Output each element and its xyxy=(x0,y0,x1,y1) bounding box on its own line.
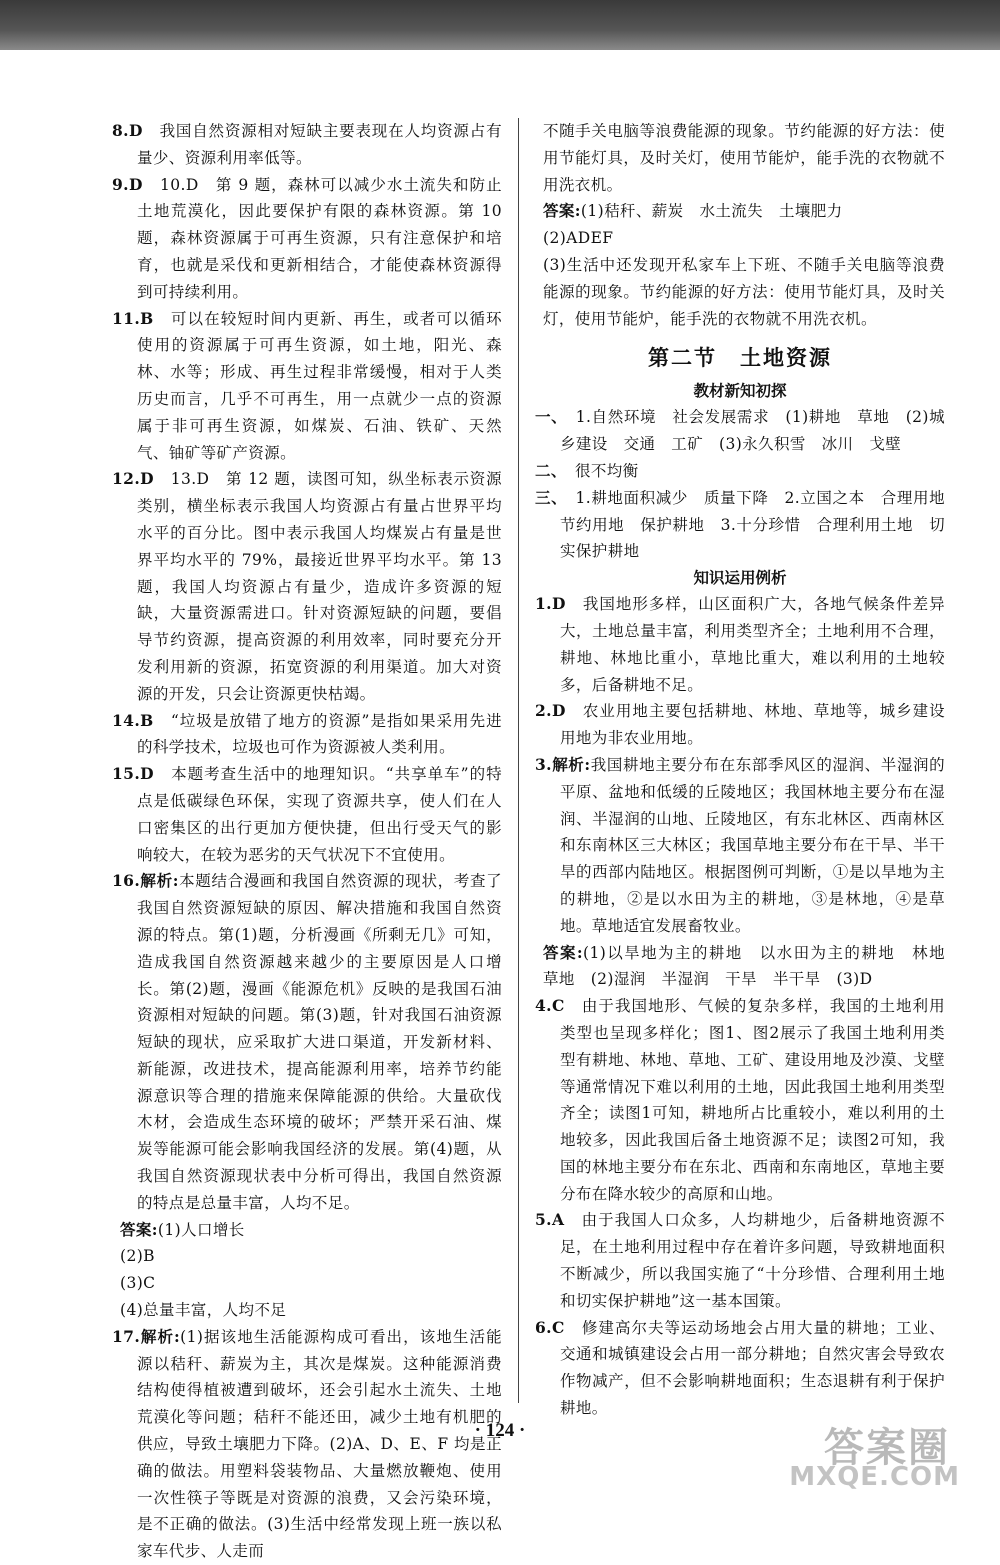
list-item xyxy=(535,252,945,332)
item-number: 3. xyxy=(535,754,552,774)
item-number: 12.D xyxy=(112,469,171,489)
list-item xyxy=(112,118,502,172)
list-item xyxy=(535,1315,945,1422)
watermark-url: MXQE.COM xyxy=(789,1462,960,1492)
section-title: 第二节 土地资源 xyxy=(648,346,832,371)
item-text: 我国耕地主要分布在东部季风区的湿润、半湿润的平原、盆地和低缓的丘陵地区；我国林地主要分布在湿润、半湿润的山地、丘陵地区，有东北林区、西南林区和东南林区三大林区；我国草地主要分布在干旱、半干旱的西部内陆地区。根据图例可判断，①是以旱地为主的耕地，②是以水田为主的耕地，③是林地，④是草地。草地适宜发展畜牧业。 xyxy=(560,755,945,935)
list-item xyxy=(535,118,945,198)
answer-label: 答案: xyxy=(543,942,584,962)
list-item xyxy=(112,1217,502,1244)
list-item xyxy=(112,1270,502,1297)
knowledge-list xyxy=(535,404,961,565)
item-number: 17. xyxy=(112,1326,141,1346)
list-item xyxy=(535,404,945,458)
item-text: (3)生活中还发现开私家车上下班、不随手关电脑等浪费能源的现象。节约能源的好方法：使用节能灯具，及时关灯，使用节能炉，能手洗的衣物就不用洗衣机。 xyxy=(543,255,945,328)
item-text: “垃圾是放错了地方的资源”是指如果采用先进的科学技术，垃圾也可作为资源被人类利用。 xyxy=(137,711,502,757)
item-number: 11.B xyxy=(112,308,171,328)
subtitle-textbook: 教材新知初探 xyxy=(693,382,787,401)
item-text: 很不均衡 xyxy=(574,461,639,480)
list-item xyxy=(535,485,961,565)
answer-label: 答案: xyxy=(120,1219,158,1239)
item-text: (1)据该地生活能源构成可看出，该地生活能源以秸秆、薪炭为主，其次是煤炭。这种能源消费结构使得植被遭到破坏，还会引起水土流失、土地荒漠化等问题；秸秆不能还田，减少土地有机肥的供应，导致土壤肥力下降。(2)A、D、E、F 均是正确的做法。用塑料袋装物品、大量燃放鞭炮、使用一次性筷子等既是对资源的浪费，又会污染环境，是不正确的做法。(3)生活中经常发现上班一族以私家车代步、人走而 xyxy=(137,1327,502,1561)
item-text: 1.自然环境 社会发展需求 (1)耕地 草地 (2)城乡建设 交通 工矿 (3)永久积雪 冰川 戈壁 xyxy=(560,408,945,454)
item-number: 二、 xyxy=(535,460,575,480)
list-item xyxy=(535,698,945,752)
item-text: (1)以旱地为主的耕地 以水田为主的耕地 林地 草地 (2)湿润 半湿润 干旱 半干旱 (3)D xyxy=(543,943,961,989)
watermark-logo-text: 答案圈 xyxy=(824,1425,950,1471)
answer-label: 解析: xyxy=(140,871,179,891)
examples-list xyxy=(535,591,961,1422)
item-text: 我国地形多样，山区面积广大，各地气候条件差异大，土地总量丰富，利用类型齐全；土地利用不合理，耕地、林地比重小，草地比重大，难以利用的土地较多，后备耕地不足。 xyxy=(560,595,945,694)
item-text: 可以在较短时间内更新、再生，或者可以循环使用的资源属于可再生资源，如土地，阳光、森林、水等；形成、再生过程非常缓慢，相对于人类历史而言，几乎不可再生，用一点就少一点的资源属于非可再生资源，如煤炭、石油、铁矿、天然气、铀矿等矿产资源。 xyxy=(137,309,502,462)
answer-label: 答案: xyxy=(543,201,581,221)
list-item xyxy=(112,1324,502,1565)
item-number: 8.D xyxy=(112,121,160,140)
item-number: 15.D xyxy=(112,764,172,784)
item-text: 10.D 第 9 题，森林可以减少水土流失和防止土地荒漠化，因此要保护有限的森林资源。第 10 题，森林资源属于可再生资源，只有注意保护和培育，也就是采伐和更新相结合，才能使森林资源得到可持续利用。 xyxy=(137,175,508,301)
item-text: 1.耕地面积减少 质量下降 2.立国之本 合理用地 节约用地 保护耕地 3.十分珍惜 合理利用土地 切实保护耕地 xyxy=(560,488,961,561)
item-text: (2)ADEF xyxy=(543,229,614,248)
item-number: 一、 xyxy=(535,407,576,427)
item-number: 4.C xyxy=(535,996,582,1016)
list-item xyxy=(535,940,961,994)
item-text: (1)人口增长 xyxy=(157,1220,245,1239)
list-item xyxy=(112,708,502,762)
item-number: 1.D xyxy=(535,594,583,614)
list-item xyxy=(112,466,508,707)
answer-label: 解析: xyxy=(140,1326,181,1346)
item-text: 本题考查生活中的地理知识。“共享单车”的特点是低碳绿色环保，实现了资源共享，使人们在人口密集区的出行更加方便快捷，但出行受天气的影响较大，在较为恶劣的天气状况下不宜使用。 xyxy=(137,765,502,864)
item-text: (4)总量丰富，人均不足 xyxy=(120,1301,287,1320)
answer-label: 解析: xyxy=(551,754,591,774)
list-item xyxy=(535,591,945,698)
list-item xyxy=(112,1243,502,1270)
item-text: 农业用地主要包括耕地、林地、草地等，城乡建设用地为非农业用地。 xyxy=(560,702,945,748)
item-number: 16. xyxy=(112,871,141,891)
list-item xyxy=(535,458,945,485)
item-text: 本题结合漫画和我国自然资源的现状，考查了我国自然资源短缺的原因、解决措施和我国自然资源的特点。第(1)题，分析漫画《所剩无几》可知，造成我国自然资源越来越少的主要原因是人口增长。第(2)题，漫画《能源危机》反映的是我国石油资源相对短缺的问题。第(3)题，针对我国石油资源短缺的现状，应采取扩大进口渠道，开发新材料、新能源，改进技术，提高能源利用率，培养节约能源意识等合理的措施来保障能源的供给。大量砍伐木材，会造成生态环境的破坏；严禁开采石油、煤炭等能源可能会影响我国经济的发展。第(4)题，从我国自然资源现状表中分析可得出，我国自然资源的特点是总量丰富，人均不足。 xyxy=(137,872,502,1212)
item-number: 14.B xyxy=(112,710,171,730)
item-text: 修建高尔夫等运动场地会占用大量的耕地；工业、交通和城镇建设会占用一部分耕地；自然灾害会导致农作物减产，但不会影响耕地面积；生态退耕有利于保护耕地。 xyxy=(560,1318,945,1418)
item-text: 由于我国地形、气候的复杂多样，我国的土地利用类型也呈现多样化；图1、图2展示了我国土地利用类型有耕地、林地、草地、工矿、建设用地及沙漠、戈壁等通常情况下难以利用的土地，因此我国土地利用类型齐全；读图1可知，耕地所占比重较小，难以利用的土地较多，因此我国后备土地资源不足；读图2可知，我国的林地主要分布在东北、西南和东南地区，草地主要分布在降水较少的高原和山地。 xyxy=(560,997,945,1203)
list-item xyxy=(535,993,945,1207)
left-column xyxy=(112,118,508,1565)
item-text: (1)秸秆、薪炭 水土流失 土壤肥力 xyxy=(580,202,843,221)
list-item xyxy=(112,172,508,306)
right-column xyxy=(535,118,961,1422)
list-item xyxy=(535,225,945,252)
scan-top-shadow xyxy=(0,0,1000,50)
list-item xyxy=(112,306,502,467)
list-item xyxy=(535,1207,945,1314)
item-text: 13.D 第 12 题，读图可知，纵坐标表示资源类别，横坐标表示我国人均资源占有量占世界平均水平的百分比。图中表示我国人均煤炭占有量是世界平均水平的 79%，最接近世界平均水平。第 13 题，我国人均资源占有量少，造成许多资源的短缺，大量资源需进口。针对资源短缺的问题，要倡导节约资源，提高资源的利用效率，同时要充分开发利用新的资源，拓宽资源的利用渠道。加大对资源的开发，只会让资源更快枯竭。 xyxy=(137,470,508,703)
item-text: 由于我国人口众多，人均耕地少，后备耕地资源不足，在土地利用过程中存在着许多问题，导致耕地面积不断减少，所以我国实施了“十分珍惜、合理利用土地和切实保护耕地”这一基本国策。 xyxy=(560,1211,945,1310)
list-item xyxy=(535,198,945,225)
right-answers xyxy=(535,118,945,332)
page-number: · 124 · xyxy=(474,1420,526,1441)
list-item xyxy=(535,752,945,940)
item-number: 6.C xyxy=(535,1317,582,1337)
list-item xyxy=(112,868,502,1216)
item-number: 5.A xyxy=(535,1210,582,1230)
item-text: 我国自然资源相对短缺主要表现在人均资源占有量少、资源利用率低等。 xyxy=(137,122,502,167)
item-text: (3)C xyxy=(120,1274,156,1293)
item-number: 三、 xyxy=(535,487,576,507)
list-item xyxy=(112,1297,502,1324)
list-item xyxy=(112,761,502,868)
item-number: 9.D xyxy=(112,174,160,194)
item-text: 不随手关电脑等浪费能源的现象。节约能源的好方法：使用节能灯具，及时关灯，使用节能炉，能手洗的衣物就不用洗衣机。 xyxy=(543,122,945,194)
item-number: 2.D xyxy=(535,701,583,721)
subtitle-examples: 知识运用例析 xyxy=(693,569,787,588)
item-text: (2)B xyxy=(120,1247,155,1266)
column-divider xyxy=(518,118,519,1403)
